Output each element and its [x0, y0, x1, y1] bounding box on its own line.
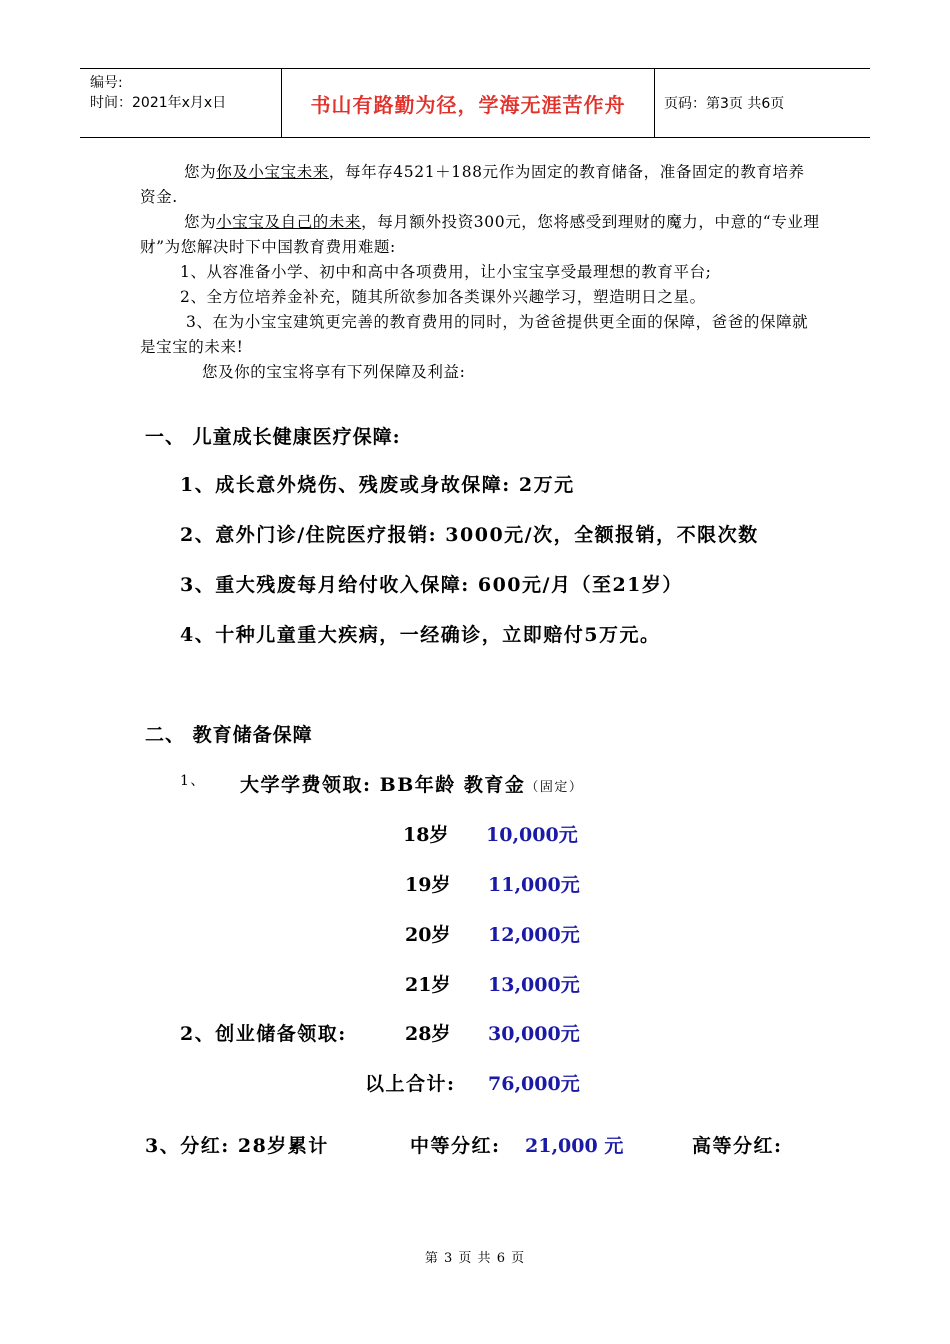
intro-list-item-3: 3、在为小宝宝建筑更完善的教育费用的同时，为爸爸提供更全面的保障，爸爸的保障就是宝宝的未来! [140, 313, 809, 356]
section-1-item: 2、意外门诊/住院医疗报销: 3000元/次，全额报销，不限次数 [180, 524, 759, 546]
age-cell: 19岁 [405, 874, 451, 896]
intro-text: 您为 [184, 213, 217, 231]
sub1-label-text: 大学学费领取: BB年龄 教育金 [240, 774, 526, 796]
sub1-note: （固定） [525, 780, 584, 795]
intro-underlined: 你及小宝宝未来 [216, 163, 329, 181]
sub1-label [240, 770, 583, 797]
section-1-item: 1、成长意外烧伤、残废或身故保障: 2万元 [180, 474, 575, 496]
mid-dividend-label: 中等分红: [410, 1135, 501, 1157]
header-page-label: 页码：第3页 共6页 [664, 96, 785, 112]
intro-text: ，每月额外投资300元，您将感受到理财的魔力，中意的“专业理财”为您解决时下中国教育费用难题: [140, 213, 820, 256]
header-motto: 书山有路勤为径，学海无涯苦作舟 [281, 69, 655, 137]
intro-paragraph-1 [140, 160, 820, 210]
number-label: 编号: [90, 75, 123, 91]
section-1-title: 一、 儿童成长健康医疗保障: [145, 426, 401, 448]
page-footer: 第 3 页 共 6 页 [424, 1251, 526, 1266]
amount-cell: 12,000元 [488, 924, 580, 946]
intro-list-item-2: 2、全方位培养金补充，随其所欲参加各类课外兴趣学习，塑造明日之星。 [180, 288, 706, 306]
total-amount: 76,000元 [488, 1073, 580, 1095]
time-label: 时间：2021年x月x日 [90, 95, 227, 111]
age-cell: 21岁 [405, 974, 451, 996]
intro-underlined: 小宝宝及自己的未来 [216, 213, 362, 231]
sub2-age: 28岁 [405, 1023, 451, 1045]
mid-dividend-amount: 21,000 元 [525, 1135, 624, 1157]
section-1-item: 3、重大残废每月给付收入保障: 600元/月（至21岁） [180, 574, 683, 596]
intro-text: 您为 [184, 163, 217, 181]
total-label: 以上合计: [365, 1073, 456, 1095]
amount-cell: 13,000元 [488, 974, 580, 996]
section-2-title: 二、 教育储备保障 [145, 724, 313, 746]
amount-cell: 10,000元 [486, 824, 578, 846]
intro-list-item-1: 1、从容准备小学、初中和高中各项费用，让小宝宝享受最理想的教育平台; [180, 263, 712, 281]
sub1-number: 1、 [180, 773, 206, 789]
sub2-label: 2、创业储备领取: [180, 1023, 347, 1045]
age-cell: 20岁 [405, 924, 451, 946]
page-header [80, 68, 870, 138]
section-1-item: 4、十种儿童重大疾病，一经确诊，立即赔付5万元。 [180, 624, 661, 646]
intro-text: ，每年存4521＋188元作为固定的教育储备，准备固定的教育培养资金. [140, 163, 805, 206]
amount-cell: 11,000元 [488, 874, 580, 896]
dividend-label: 3、分红: 28岁累计 [145, 1135, 329, 1157]
intro-paragraph-2 [140, 210, 820, 260]
intro-closing: 您及你的宝宝将享有下列保障及利益: [202, 363, 466, 381]
sub2-amount: 30,000元 [488, 1023, 580, 1045]
age-cell: 18岁 [403, 824, 449, 846]
header-left [90, 73, 226, 113]
high-dividend-label: 高等分红: [692, 1135, 783, 1157]
